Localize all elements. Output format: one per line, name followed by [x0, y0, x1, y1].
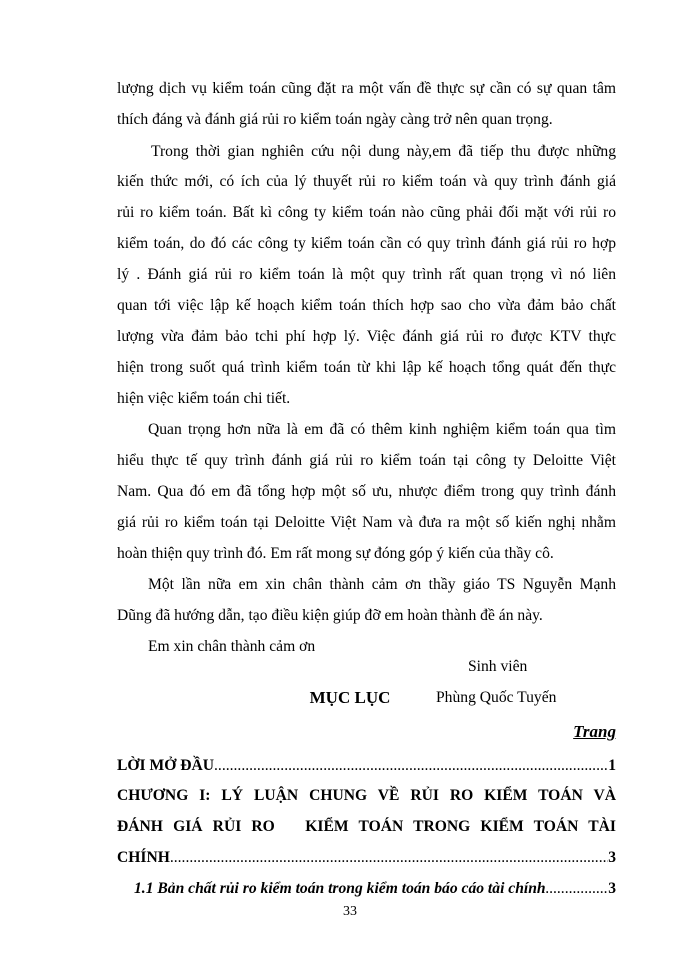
body-line: hiểu thực tế quy trình đánh giá rủi ro kiểm toán tại công ty Deloitte Việt — [117, 452, 616, 469]
body-line: hiện việc kiểm toán chi tiết. — [117, 390, 291, 407]
toc-entry-label: CHÍNH — [117, 849, 170, 866]
toc-entry-label: LỜI MỞ ĐẦU — [117, 757, 215, 774]
toc-entry-page: 1 — [608, 757, 616, 774]
body-line: lượng dịch vụ kiểm toán cũng đặt ra một vấn đề thực sự cần có sự quan tâm — [117, 80, 616, 97]
toc-chapter-line[interactable]: CHƯƠNG I: LÝ LUẬN CHUNG VỀ RỦI RO KIỂM TOÁN VÀ — [117, 787, 616, 804]
body-line: Một lần nữa em xin chân thành cảm ơn thầy giáo TS Nguyễn Mạnh — [148, 576, 616, 593]
body-line: Trong thời gian nghiên cứu nội dung này,em đã tiếp thu được những — [151, 143, 616, 160]
signature-role: Sinh viên — [468, 658, 528, 675]
page-number: 33 — [343, 904, 357, 919]
body-line: kiến thức mới, có ích của lý thuyết rủi ro kiểm toán và quy trình đánh giá — [117, 173, 616, 190]
body-line: Em xin chân thành cảm ơn — [148, 638, 316, 655]
body-line: lượng vừa đảm bảo tchi phí hợp lý. Việc đánh giá rủi ro được KTV thực — [117, 328, 616, 345]
body-line: quan tới việc lập kế hoạch kiểm toán thích hợp sao cho vừa đảm bảo chất — [117, 297, 616, 314]
toc-title: MỤC LỤC — [309, 688, 391, 707]
body-line: Nam. Qua đó em đã tổng hợp một số ưu, nhược điểm trong quy trình đánh — [117, 483, 616, 500]
signature-name: Phùng Quốc Tuyến — [436, 689, 557, 706]
toc-entry-label: 1.1 Bản chất rủi ro kiểm toán trong kiểm toán báo cáo tài chính — [134, 880, 546, 897]
body-line: hiện trong suốt quá trình kiểm toán từ khi lập kế hoạch tổng quát đến thực — [117, 359, 616, 376]
toc-entry[interactable] — [134, 879, 616, 899]
toc-leader — [170, 848, 608, 868]
toc-entry-page: 3 — [608, 849, 616, 866]
body-line: kiểm toán, do đó các công ty kiểm toán cần có quy trình đánh giá rủi ro hợp — [117, 235, 616, 252]
toc-leader — [214, 756, 608, 776]
body-line: thích đáng và đánh giá rủi ro kiểm toán ngày càng trở nên quan trọng. — [117, 111, 553, 128]
body-line: giá rủi ro kiểm toán tại Deloitte Việt Nam và đưa ra một số kiến nghị nhằm — [117, 514, 616, 531]
toc-entry[interactable] — [117, 848, 616, 868]
body-line: lý . Đánh giá rủi ro kiểm toán là một quy trình rất quan trọng vì nó liên — [117, 266, 616, 283]
toc-entry-page: 3 — [608, 880, 616, 897]
toc-entry[interactable] — [117, 756, 616, 776]
body-line: Quan trọng hơn nữa là em đã có thêm kinh nghiệm kiểm toán qua tìm — [148, 421, 616, 438]
toc-chapter-line[interactable]: ĐÁNH GIÁ RỦI RO KIỂM TOÁN TRONG KIỂM TOÁN TÀI — [117, 818, 616, 835]
toc-leader — [546, 879, 609, 899]
body-line: Dũng đã hướng dẫn, tạo điều kiện giúp đỡ em hoàn thành đề án này. — [117, 607, 543, 624]
body-line: hoàn thiện quy trình đó. Em rất mong sự đóng góp ý kiến của thầy cô. — [117, 545, 554, 562]
body-line: rủi ro kiểm toán. Bất kì công ty kiểm toán nào cũng phải đối mặt với rủi ro — [117, 204, 616, 221]
toc-page-header: Trang — [573, 722, 616, 741]
